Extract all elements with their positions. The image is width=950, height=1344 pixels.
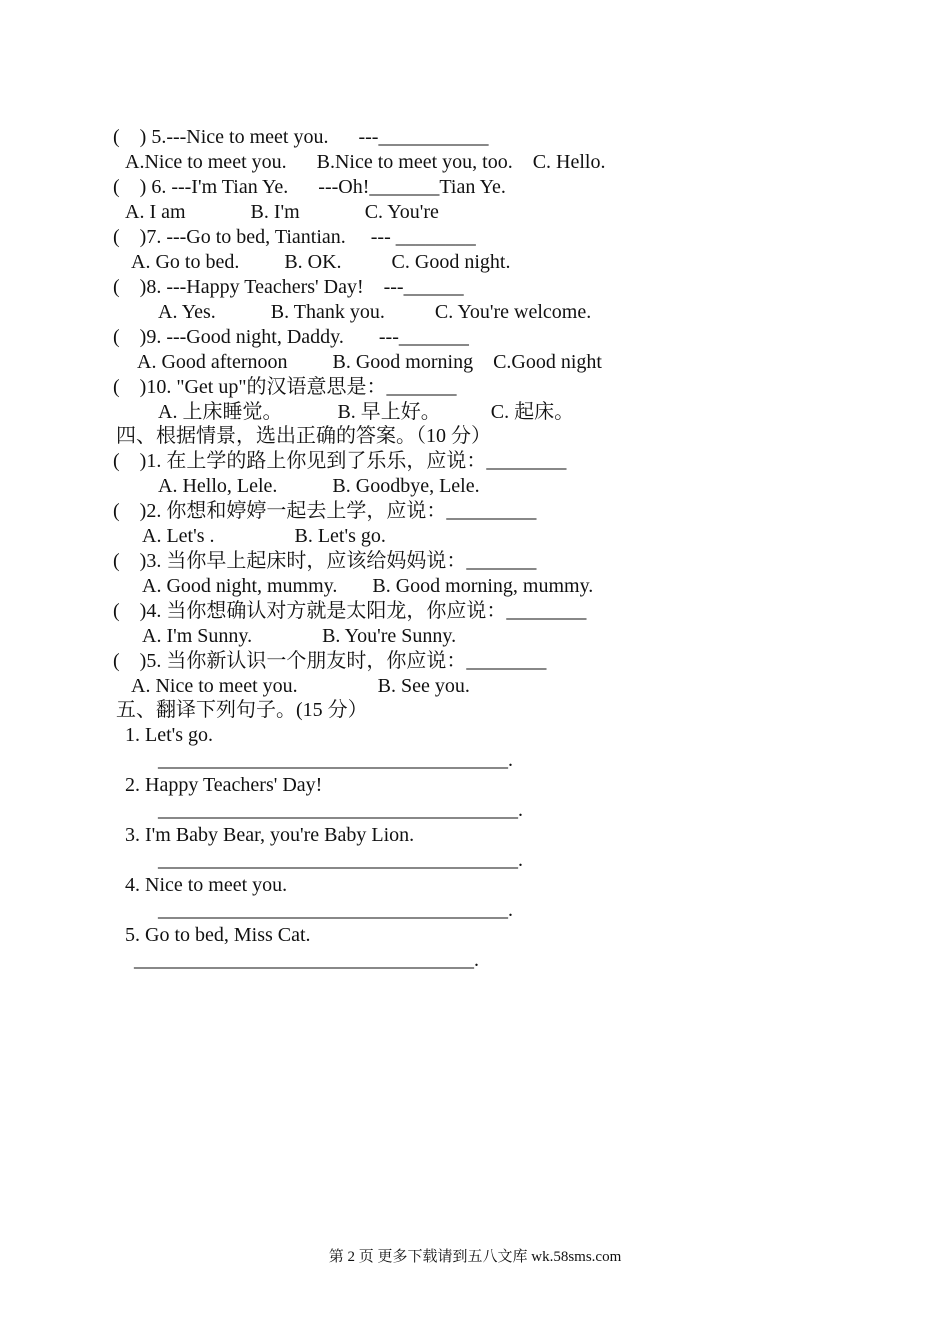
s4-options-2: A. Let's . B. Let's go. bbox=[142, 525, 386, 547]
section-4-title: 四、根据情景，选出正确的答案。（10 分） bbox=[116, 425, 491, 447]
s5-answer-line-3: ____________________________________. bbox=[158, 849, 523, 871]
options-8: A. Yes. B. Thank you. C. You're welcome. bbox=[158, 301, 592, 323]
s5-sentence-1: 1. Let's go. bbox=[125, 724, 214, 746]
s4-options-4: A. I'm Sunny. B. You're Sunny. bbox=[142, 625, 457, 647]
s5-answer-line-4: ___________________________________. bbox=[158, 899, 513, 921]
s5-answer-line-1: ___________________________________. bbox=[158, 749, 513, 771]
s4-options-1: A. Hello, Lele. B. Goodbye, Lele. bbox=[158, 475, 480, 497]
options-5: A.Nice to meet you. B.Nice to meet you, too. C. Hello. bbox=[125, 151, 606, 173]
s5-answer-line-2: ____________________________________. bbox=[158, 799, 523, 821]
section-5-title: 五、翻译下列句子。(15 分） bbox=[116, 699, 368, 721]
question-5: ( ) 5.---Nice to meet you. ---___________ bbox=[113, 126, 489, 148]
options-7: A. Go to bed. B. OK. C. Good night. bbox=[131, 251, 511, 273]
options-10: A. 上床睡觉。 B. 早上好。 C. 起床。 bbox=[158, 401, 575, 423]
s4-question-1: ( )1. 在上学的路上你见到了乐乐，应说：________ bbox=[113, 450, 567, 472]
options-9: A. Good afternoon B. Good morning C.Good night bbox=[137, 351, 602, 373]
options-6: A. I am B. I'm C. You're bbox=[125, 201, 439, 223]
s5-answer-line-5: __________________________________. bbox=[134, 949, 479, 971]
page-footer: 第 2 页 更多下载请到五八文库 wk.58sms.com bbox=[328, 1249, 622, 1265]
question-7: ( )7. ---Go to bed, Tiantian. --- ________ bbox=[113, 226, 476, 248]
s4-options-3: A. Good night, mummy. B. Good morning, mummy. bbox=[142, 575, 594, 597]
s5-sentence-3: 3. I'm Baby Bear, you're Baby Lion. bbox=[125, 824, 415, 846]
s4-question-4: ( )4. 当你想确认对方就是太阳龙，你应说：________ bbox=[113, 600, 587, 622]
s5-sentence-5: 5. Go to bed, Miss Cat. bbox=[125, 924, 311, 946]
s4-question-5: ( )5. 当你新认识一个朋友时，你应说：________ bbox=[113, 650, 547, 672]
s4-question-3: ( )3. 当你早上起床时，应该给妈妈说：_______ bbox=[113, 550, 537, 572]
question-10: ( )10. "Get up"的汉语意思是：_______ bbox=[113, 376, 457, 398]
s5-sentence-4: 4. Nice to meet you. bbox=[125, 874, 288, 896]
s5-sentence-2: 2. Happy Teachers' Day! bbox=[125, 774, 323, 796]
s4-options-5: A. Nice to meet you. B. See you. bbox=[131, 675, 470, 697]
question-6: ( ) 6. ---I'm Tian Ye. ---Oh!_______Tian Ye. bbox=[113, 176, 506, 198]
question-9: ( )9. ---Good night, Daddy. ---_______ bbox=[113, 326, 469, 348]
question-8: ( )8. ---Happy Teachers' Day! ---______ bbox=[113, 276, 464, 298]
s4-question-2: ( )2. 你想和婷婷一起去上学，应说：_________ bbox=[113, 500, 537, 522]
